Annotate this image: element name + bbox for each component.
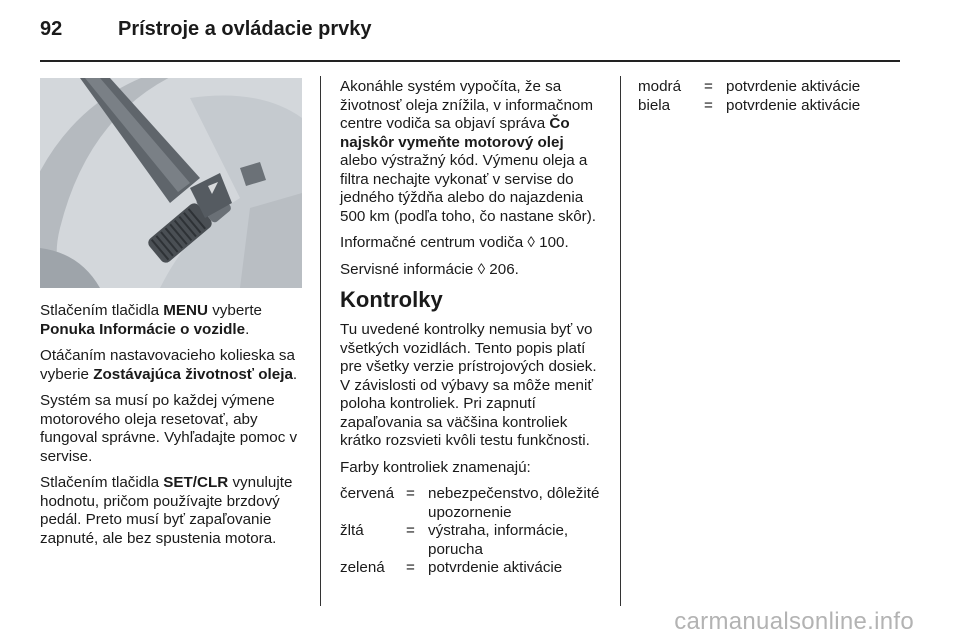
- paragraph-oil-life: Akonáhle systém vypočíta, že sa životnosť oleja znížila, v informačnom centre vodiča sa objaví správa Čo najskôr vymeňte motorový olej alebo výstražný kód. Výmenu oleja a filtra nechajte vykonať v servise do jedného týždňa alebo do najazdenia 500 km (podľa toho, čo nastane skôr).: [340, 78, 597, 225]
- paragraph-setclr: Stlačením tlačidla SET/CLR vynulujte hodnotu, pričom používajte brzdový pedál. Preto musí byť zapaľovanie zapnuté, ale bez spustenia motora.: [40, 474, 293, 547]
- column-3: [638, 78, 900, 115]
- paragraph-wheel: Otáčaním nastavovacieho kolieska sa vyberie Zostávajúca životnosť oleja.: [40, 347, 298, 383]
- stalk-control-illustration: [40, 78, 302, 288]
- table-row: modrá = potvrdenie aktivácie: [638, 78, 861, 95]
- page-title: Prístroje a ovládacie prvky: [118, 18, 372, 40]
- paragraph-reset: Systém sa musí po každej výmene motorového oleja resetovať, aby fungoval správne. Vyhľadajte pomoc v servise.: [40, 392, 298, 465]
- watermark: carmanualsonline.info: [674, 608, 914, 635]
- paragraph-indicators: Tu uvedené kontrolky nemusia byť vo všetkých vozidlách. Tento popis platí pre všetky verzie prístrojových dosiek. V závislosti od výbavy sa môže meniť poloha kontroliek. Pri zapnutí zapaľovania sa väčšina kontroliek krátko rozsvieti kvôli testu funkčnosti.: [340, 321, 597, 449]
- paragraph-dic-ref: Informačné centrum vodiča ◊ 100.: [340, 234, 569, 251]
- table-row: žltá = výstraha, informácie, porucha: [340, 522, 569, 558]
- column-1: [40, 302, 302, 556]
- paragraph-menu: Stlačením tlačidla MENU vyberte Ponuka Informácie o vozidle.: [40, 302, 262, 338]
- section-heading: Kontrolky: [340, 287, 443, 312]
- paragraph-colors-intro: Farby kontroliek znamenajú:: [340, 458, 531, 476]
- page-number: 92: [40, 18, 63, 40]
- table-row: červená = nebezpečenstvo, dôležité upozornenie: [340, 485, 600, 521]
- column-divider-1: [320, 76, 321, 606]
- column-divider-2: [620, 76, 621, 606]
- column-2: [340, 78, 602, 578]
- table-row: biela = potvrdenie aktivácie: [638, 96, 861, 114]
- color-legend-table: [340, 485, 602, 578]
- table-row: zelená = potvrdenie aktivácie: [340, 559, 563, 576]
- header-rule: [40, 60, 900, 62]
- color-legend-table-continued: [638, 78, 860, 115]
- paragraph-service-ref: Servisné informácie ◊ 206.: [340, 260, 519, 278]
